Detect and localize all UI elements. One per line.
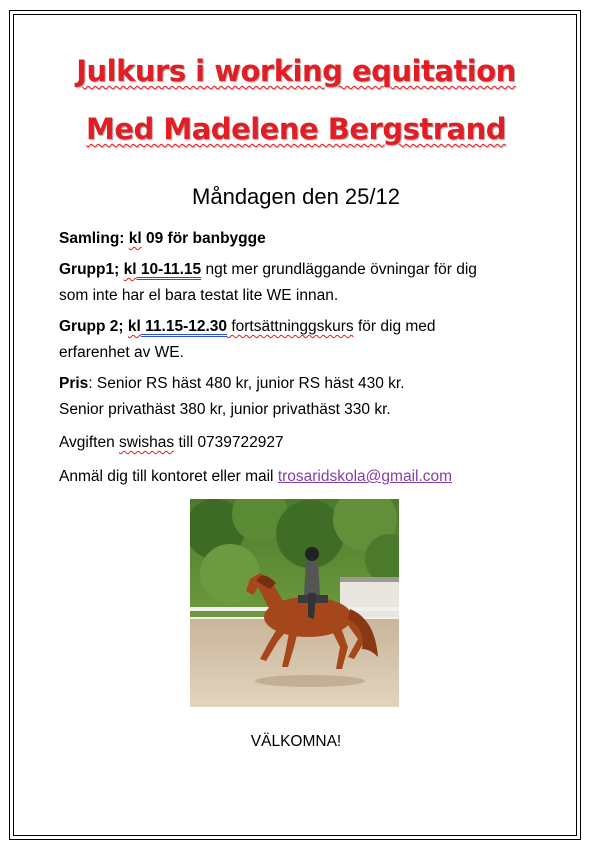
grupp2-paragraph: Grupp 2; kl 11.15-12.30 fortsättninggskurs för dig med erfarenhet av WE. [59, 318, 436, 361]
title-line-2: Med Madelene Bergstrand [86, 112, 506, 146]
title-line-1: Julkurs i working equitation [76, 54, 516, 88]
samling-paragraph: Samling: kl 09 för banbygge [59, 230, 266, 247]
email-link[interactable]: trosaridskola@gmail.com [277, 468, 453, 485]
payment-paragraph: Avgiften swishas till 0739722927 [59, 434, 284, 451]
course-date: Måndagen den 25/12 [192, 184, 400, 209]
horse-rider-photo [190, 499, 399, 707]
welcome-text: VÄLKOMNA! [250, 733, 342, 750]
price-paragraph: Pris: Senior RS häst 480 kr, junior RS häst 430 kr. Senior privathäst 380 kr, junior privathäst 330 kr. [59, 375, 405, 418]
signup-paragraph: Anmäl dig till kontoret eller mail trosaridskola@gmail.com [59, 468, 453, 485]
grupp1-paragraph: Grupp1; kl 10-11.15 ngt mer grundläggande övningar för dig som inte har el bara testat lite WE innan. [59, 261, 477, 304]
